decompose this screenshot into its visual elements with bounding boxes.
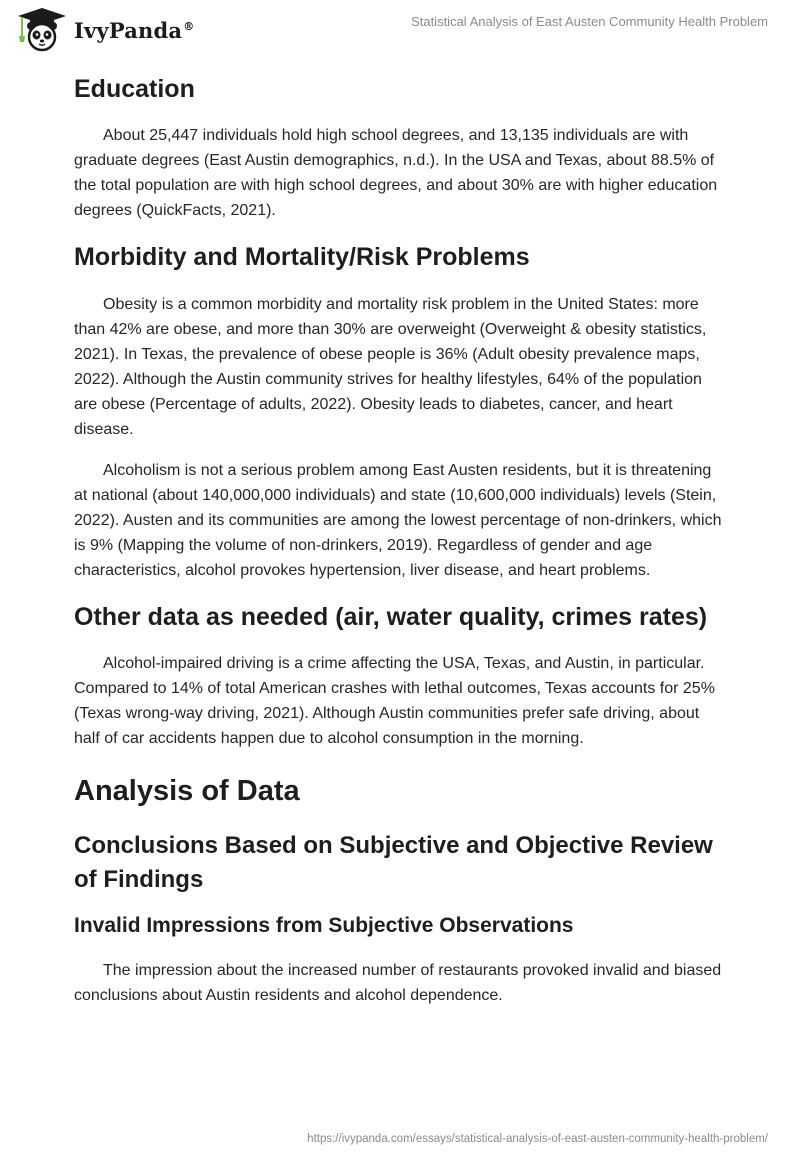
paragraph-obesity: Obesity is a common morbidity and mortality risk problem in the United States: more than 42% are obese, and more than 30% are overweight (Overweight & obesity statistics, 2021). In Texas, the prevalence of obese people is 36% (Adult obesity prevalence maps, 2022). Although the Austin community strives for healthy lifestyles, 64% of the population are obese (Percentage of adults, 2022). Obesity leads to diabetes, cancer, and heart disease.: [74, 296, 707, 438]
heading-conclusions: Conclusions Based on Subjective and Objective Review of Findings: [74, 832, 713, 893]
paragraph-other-data: Alcohol-impaired driving is a crime affecting the USA, Texas, and Austin, in particular. Compared to 14% of total American crashes with lethal outcomes, Texas accounts for 25% (Texas wrong-way driving, 2021). Although Austin communities prefer safe driving, about half of car accidents happen due to alcohol consumption in the morning.: [74, 655, 715, 747]
heading-education: Education: [74, 75, 195, 103]
brand-name: IvyPanda®: [74, 17, 195, 43]
panda-graduation-cap-icon: [14, 6, 70, 52]
essay-content: [74, 70, 726, 1008]
heading-morbidity: Morbidity and Mortality/Risk Problems: [74, 243, 530, 271]
source-url[interactable]: https://ivypanda.com/essays/statistical-analysis-of-east-austen-community-health-problem/: [307, 1133, 768, 1145]
ivypanda-logo[interactable]: [14, 6, 194, 52]
page-header: [0, 0, 800, 60]
paragraph-invalid-impressions: The impression about the increased number of restaurants provoked invalid and biased conclusions about Austin residents and alcohol dependence.: [74, 962, 722, 1004]
heading-invalid-impressions: Invalid Impressions from Subjective Observations: [74, 914, 574, 937]
heading-analysis: Analysis of Data: [74, 775, 300, 807]
registered-mark: ®: [183, 19, 195, 33]
document-title: Statistical Analysis of East Austen Community Health Problem: [411, 14, 768, 29]
heading-other-data: Other data as needed (air, water quality, crimes rates): [74, 603, 708, 631]
paragraph-alcoholism: Alcoholism is not a serious problem among East Austen residents, but it is threatening at national (about 140,000,000 individuals) and state (10,600,000 individuals) levels (Stein, 2022). Austen and its communities are among the lowest percentage of non-drinkers, which is 9% (Mapping the volume of non-drinkers, 2019). Regardless of gender and age characteristics, alcohol provokes hypertension, liver disease, and heart problems.: [74, 462, 722, 579]
paragraph-education: About 25,447 individuals hold high school degrees, and 13,135 individuals are with graduate degrees (East Austin demographics, n.d.). In the USA and Texas, about 88.5% of the total population are with high school degrees, and about 30% are with higher education degrees (QuickFacts, 2021).: [74, 127, 718, 219]
